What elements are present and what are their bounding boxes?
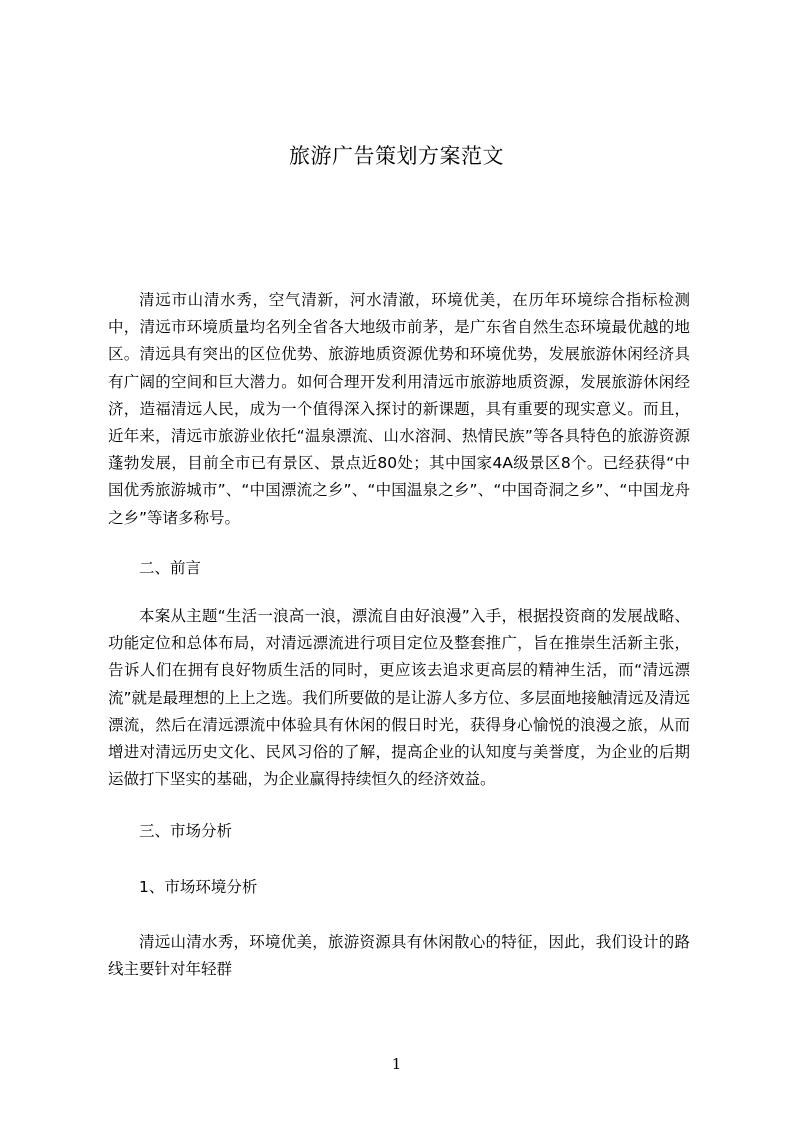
environment-paragraph: 清远山清水秀，环境优美，旅游资源具有休闲散心的特征，因此，我们设计的路线主要针对年轻群 [108,933,690,979]
section-heading-preface: 二、前言 [139,559,202,577]
document-title: 旅游广告策划方案范文 [289,144,504,168]
subsection-heading-environment: 1、市场环境分析 [139,878,258,896]
preface-paragraph: 本案从主题“生活一浪高一浪，漂流自由好浪漫”入手，根据投资商的发展战略、功能定位和总体布局，对清远漂流进行项目定位及整套推广，旨在推崇生活新主张，告诉人们在拥有良好物质生活的同时，更应该去追求更高层的精神生活，而“清远漂流”就是最理想的上上之选。我们所要做的是让游人多方位、多层面地接触清远及清远漂流，然后在清远漂流中体验具有休闲的假日时光，获得身心愉悦的浪漫之旅，从而增进对清远历史文化、民风习俗的了解，提高企业的认知度与美誉度，为企业的后期运做打下坚实的基础，为企业赢得持续恒久的经济效益。 [108,607,690,789]
section-heading-market: 三、市场分析 [139,822,233,840]
page-number: 1 [391,1055,402,1073]
intro-paragraph: 清远市山清水秀，空气清新，河水清澈，环境优美，在历年环境综合指标检测中，清远市环境质量均名列全省各大地级市前茅，是广东省自然生态环境最优越的地区。清远具有突出的区位优势、旅游地质资源优势和环境优势，发展旅游休闲经济具有广阔的空间和巨大潜力。如何合理开发利用清远市旅游地质资源，发展旅游休闲经济，造福清远人民，成为一个值得深入探讨的新课题，具有重要的现实意义。而且，近年来，清远市旅游业依托“温泉漂流、山水溶洞、热情民族”等各具特色的旅游资源蓬勃发展，目前全市已有景区、景点近80处；其中国家4A级景区8个。已经获得“中国优秀旅游城市”、“中国漂流之乡”、“中国温泉之乡”、“中国奇洞之乡”、“中国龙舟之乡”等诸多称号。 [108,291,690,527]
